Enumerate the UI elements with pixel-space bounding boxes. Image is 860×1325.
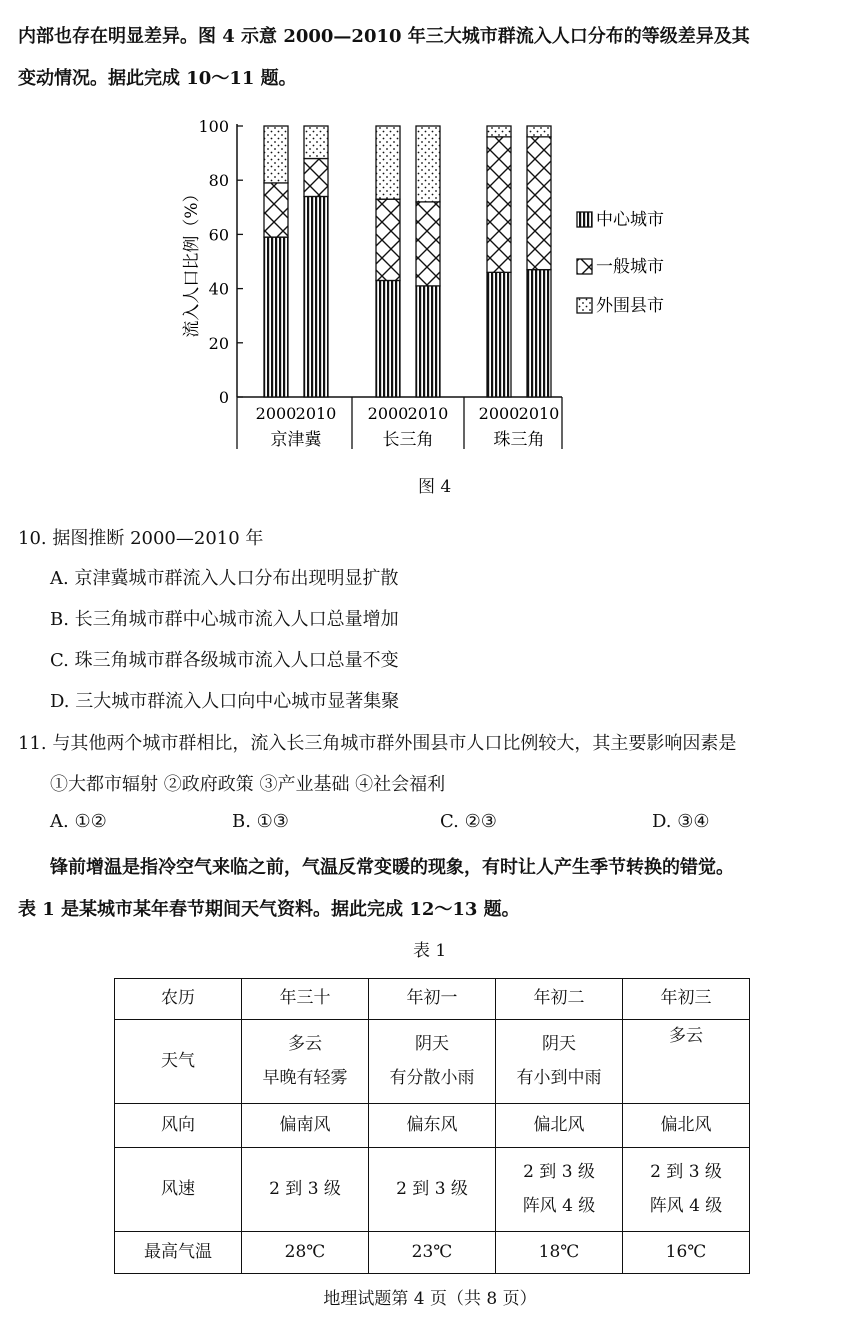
table-header-cell: 年初二	[496, 979, 623, 1020]
legend-swatch	[577, 259, 592, 274]
table-cell: 2 到 3 级	[242, 1148, 369, 1232]
table-cell	[496, 1148, 623, 1232]
table-cell	[623, 1148, 750, 1232]
bar-segment	[487, 137, 511, 273]
table-cell	[242, 1020, 369, 1104]
cell-line: 阵风 4 级	[522, 1195, 596, 1216]
legend-label: 中心城市	[596, 210, 664, 230]
y-tick-label: 100	[198, 117, 229, 136]
legend-swatch	[577, 212, 592, 227]
table-cell: 偏北风	[623, 1104, 750, 1148]
legend-label: 一般城市	[596, 257, 664, 277]
y-tick-label: 20	[208, 333, 229, 353]
q11-option-d: D. ③④	[652, 811, 710, 832]
bar-segment	[487, 126, 511, 137]
q11-option-a: A. ①②	[50, 811, 107, 832]
bar-segment	[487, 272, 511, 397]
bar-segment	[304, 126, 328, 159]
q10-option-c: C. 珠三角城市群各级城市流入人口总量不变	[50, 650, 399, 671]
table-header-row	[115, 979, 750, 1020]
cell-line: 阴天	[415, 1034, 449, 1055]
y-tick-label: 40	[208, 279, 229, 299]
q10-option-a: A. 京津冀城市群流入人口分布出现明显扩散	[50, 568, 399, 589]
bar-segment	[264, 126, 288, 183]
bar-segment	[376, 280, 400, 397]
cell-line: 有分散小雨	[389, 1067, 475, 1088]
cell-line: 有小到中雨	[516, 1067, 602, 1088]
q10-stem: 10. 据图推断 2000—2010 年	[18, 528, 264, 549]
bar-segment	[416, 286, 440, 397]
table-cell: 16℃	[623, 1232, 750, 1274]
table-header-cell: 农历	[115, 979, 242, 1020]
bar-segment	[304, 196, 328, 397]
x-tick-label: 2000	[367, 404, 409, 423]
x-tick-label: 2010	[295, 404, 337, 423]
cell-line: 2 到 3 级	[523, 1162, 595, 1183]
cell-line: 阵风 4 级	[649, 1195, 723, 1216]
y-tick-label: 80	[208, 171, 229, 191]
x-tick-label: 2010	[518, 404, 560, 423]
table-cell: 偏东风	[369, 1104, 496, 1148]
x-tick-label: 2010	[407, 404, 449, 423]
bar-segment	[416, 202, 440, 286]
x-tick-label: 2000	[478, 404, 520, 423]
cell-line: 早晚有轻雾	[262, 1067, 348, 1088]
y-tick-label: 60	[208, 225, 229, 245]
bar-segment	[527, 137, 551, 270]
y-axis-label: 流入人口比例（%）	[182, 185, 202, 338]
bar-segment	[376, 126, 400, 199]
figure-caption: 图 4	[418, 477, 452, 497]
table-header-cell: 年初三	[623, 979, 750, 1020]
stacked-bar-chart	[175, 105, 664, 465]
cell-line: 多云	[669, 1026, 703, 1046]
group-label: 京津冀	[270, 430, 322, 450]
q10-option-b: B. 长三角城市群中心城市流入人口总量增加	[50, 609, 399, 630]
table-row	[115, 1104, 750, 1148]
row-label: 天气	[115, 1020, 242, 1104]
table-cell: 18℃	[496, 1232, 623, 1274]
cell-line: 阴天	[542, 1034, 576, 1055]
q10-option-d: D. 三大城市群流入人口向中心城市显著集聚	[50, 691, 400, 712]
table-header-cell: 年初一	[369, 979, 496, 1020]
q11-option-c: C. ②③	[440, 811, 497, 832]
bar-segment	[264, 237, 288, 397]
group-label: 长三角	[382, 430, 434, 450]
table-cell: 偏南风	[242, 1104, 369, 1148]
table-cell: 23℃	[369, 1232, 496, 1274]
intro2-line-1: 锋前增温是指冷空气来临之前，气温反常变暖的现象，有时让人产生季节转换的错觉。	[50, 857, 734, 878]
page-footer: 地理试题第 4 页（共 8 页）	[323, 1289, 537, 1309]
cell-line: 多云	[288, 1034, 322, 1055]
group-label: 珠三角	[493, 430, 545, 450]
intro-line-1: 内部也存在明显差异。图 4 示意 2000—2010 年三大城市群流入人口分布的等级差异及其	[18, 26, 750, 47]
table-cell	[496, 1020, 623, 1104]
bar-segment	[376, 199, 400, 280]
bar-segment	[304, 159, 328, 197]
q11-stem: 11. 与其他两个城市群相比，流入长三角城市群外围县市人口比例较大，其主要影响因素是	[18, 733, 737, 754]
x-tick-label: 2000	[255, 404, 297, 423]
row-label: 风速	[115, 1148, 242, 1232]
legend-label: 外围县市	[596, 296, 664, 316]
q11-option-b: B. ①③	[232, 811, 289, 832]
table-header-cell: 年三十	[242, 979, 369, 1020]
bar-segment	[527, 270, 551, 397]
q11-items: ①大都市辐射 ②政府政策 ③产业基础 ④社会福利	[50, 774, 446, 795]
intro-line-2: 变动情况。据此完成 10～11 题。	[18, 68, 297, 89]
table-row	[115, 1020, 750, 1104]
bar-segment	[416, 126, 440, 202]
row-label: 风向	[115, 1104, 242, 1148]
table-row	[115, 1232, 750, 1274]
intro2-line-2: 表 1 是某城市某年春节期间天气资料。据此完成 12～13 题。	[18, 899, 520, 920]
table-cell: 28℃	[242, 1232, 369, 1274]
table-cell	[623, 1020, 750, 1104]
table-cell: 偏北风	[496, 1104, 623, 1148]
bar-segment	[264, 183, 288, 237]
cell-line: 2 到 3 级	[650, 1162, 722, 1183]
table-row	[115, 1148, 750, 1232]
legend-swatch	[577, 298, 592, 313]
table-cell	[369, 1020, 496, 1104]
table-caption: 表 1	[413, 941, 447, 961]
table-cell: 2 到 3 级	[369, 1148, 496, 1232]
y-tick-label: 0	[218, 388, 229, 407]
weather-table	[114, 978, 750, 1274]
row-label: 最高气温	[115, 1232, 242, 1274]
bar-segment	[527, 126, 551, 137]
